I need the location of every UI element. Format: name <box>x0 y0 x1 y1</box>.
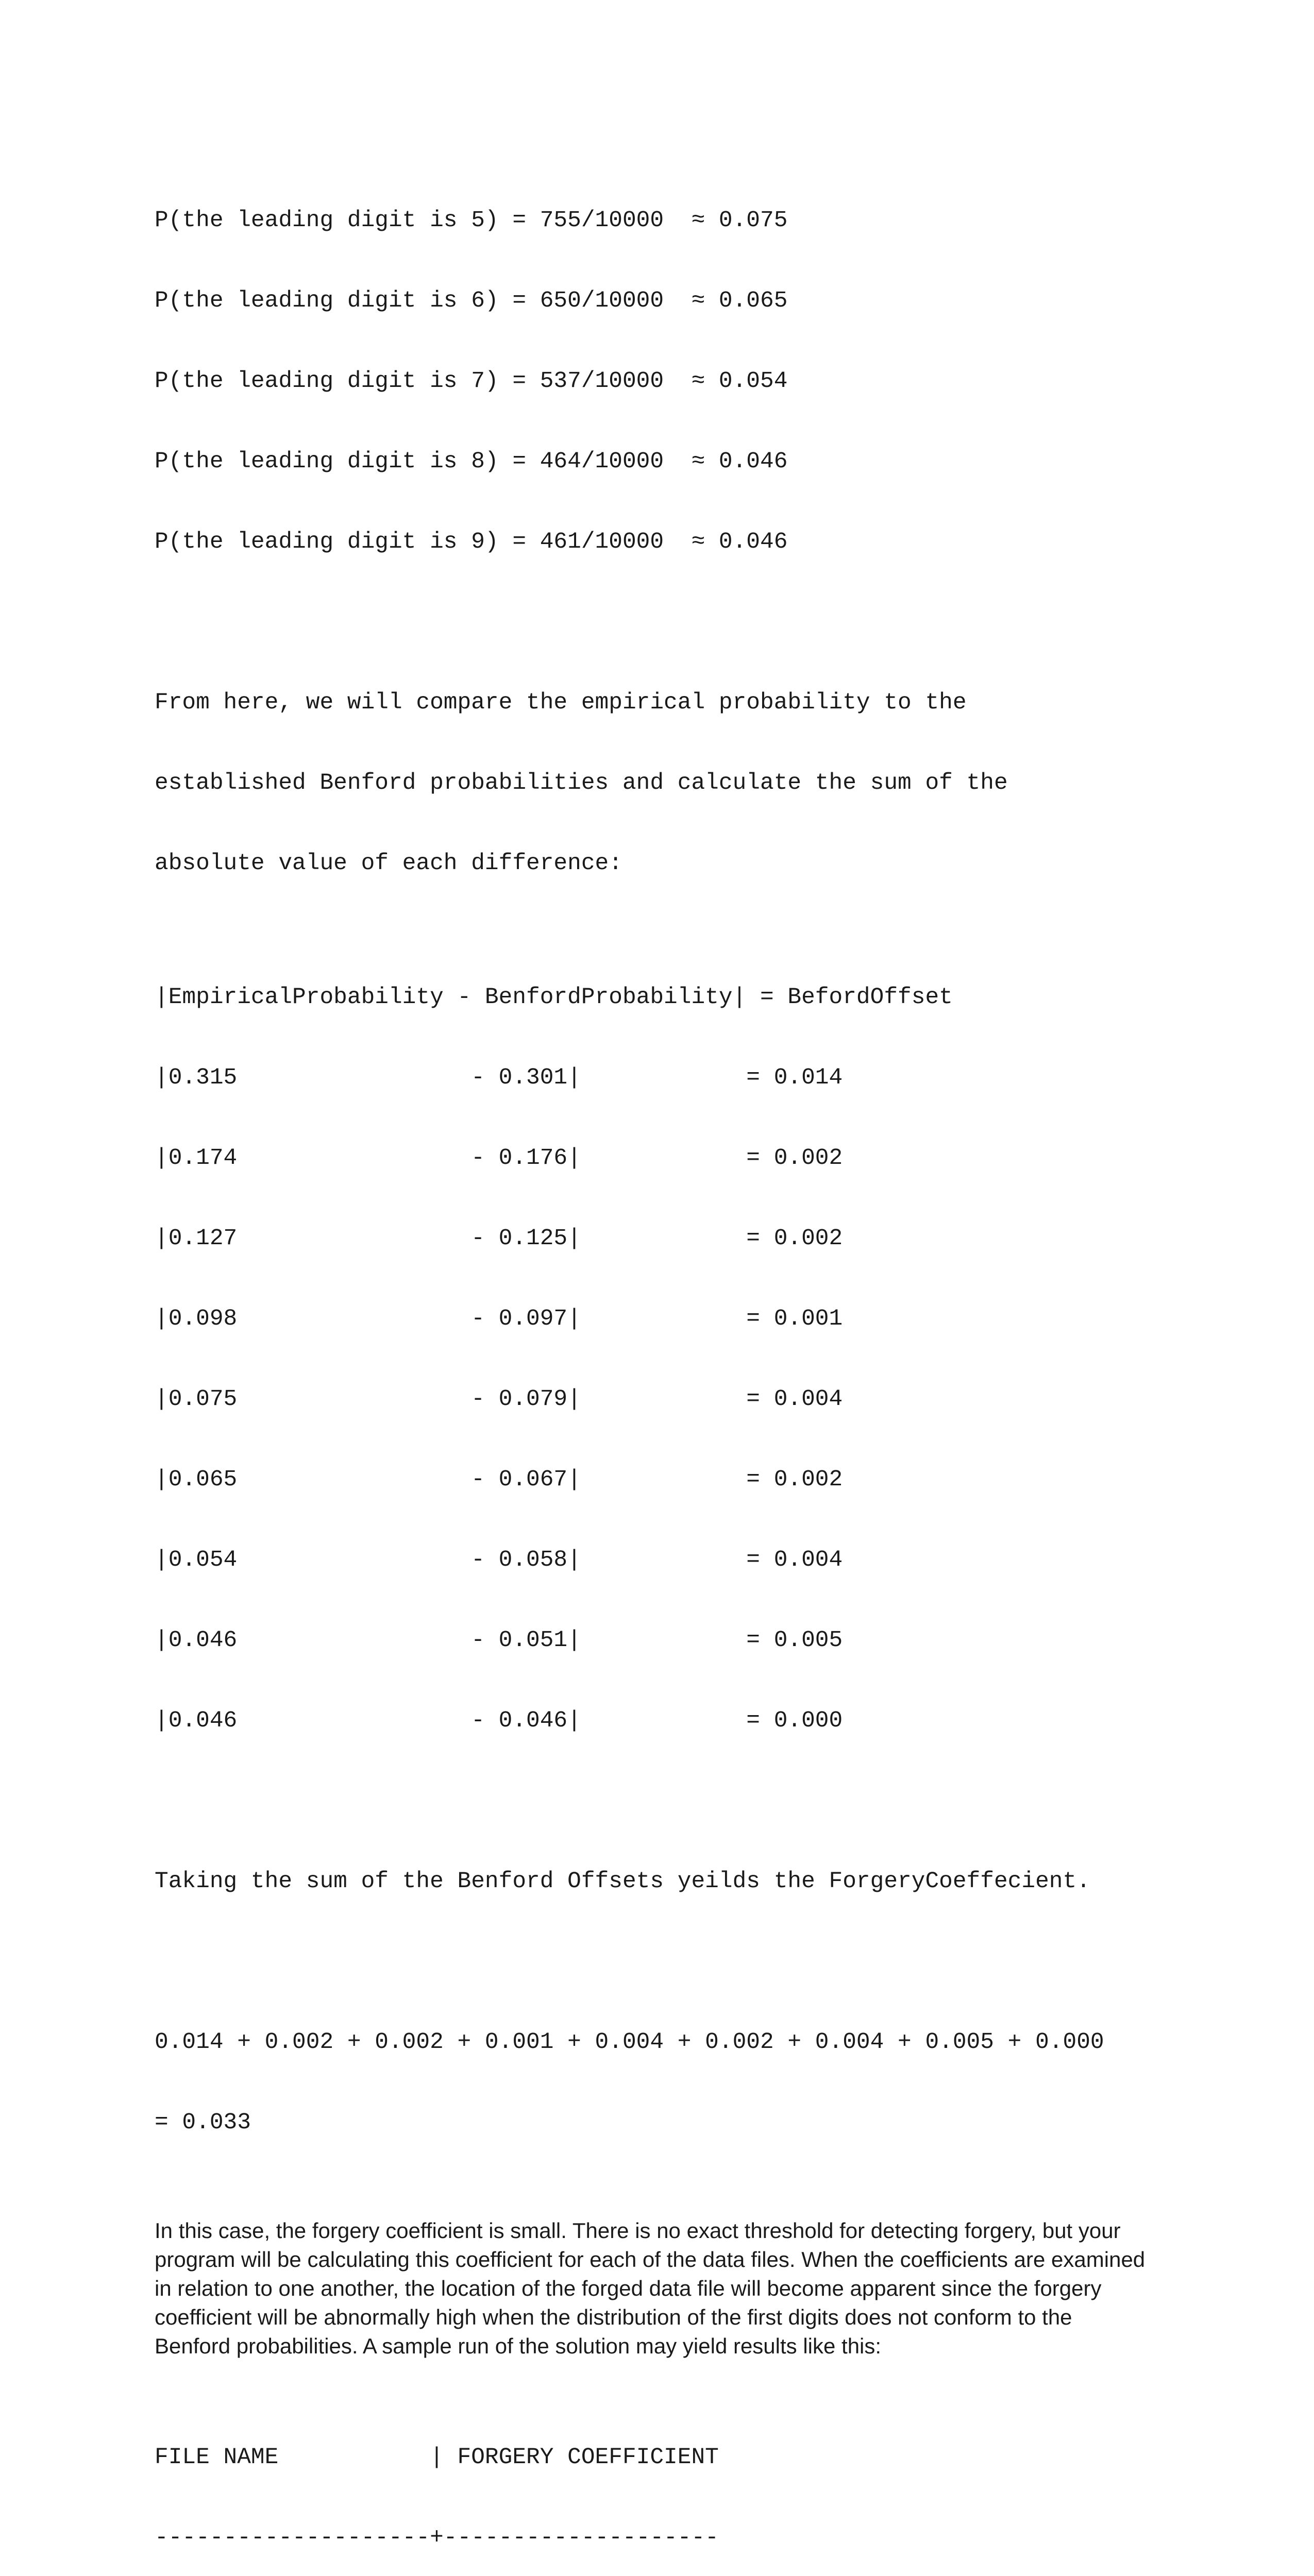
results-table-divider: --------------------+-------------------- <box>155 2525 719 2551</box>
probability-line: P(the leading digit is 7) = 537/10000 ≈ 0.054 <box>155 368 788 394</box>
offset-row: |0.054 - 0.058| = 0.004 <box>155 1547 843 1573</box>
offset-row: |0.174 - 0.176| = 0.002 <box>155 1145 843 1171</box>
offset-row: |0.315 - 0.301| = 0.014 <box>155 1065 843 1091</box>
sum-sentence <box>155 1815 1185 1948</box>
offset-row: |0.127 - 0.125| = 0.002 <box>155 1226 843 1251</box>
intro-line: absolute value of each difference: <box>155 851 622 876</box>
probability-line: P(the leading digit is 5) = 755/10000 ≈ 0.075 <box>155 208 788 233</box>
offset-row: |0.065 - 0.067| = 0.002 <box>155 1467 843 1493</box>
sum-equation <box>155 1975 1185 2190</box>
offset-table-header: |EmpiricalProbability - BenfordProbability| = BefordOffset <box>155 985 953 1010</box>
offset-row: |0.046 - 0.051| = 0.005 <box>155 1628 843 1653</box>
sum-equation-line: 0.014 + 0.002 + 0.002 + 0.001 + 0.004 + 0.002 + 0.004 + 0.005 + 0.000 <box>155 2029 1104 2055</box>
offset-row: |0.046 - 0.046| = 0.000 <box>155 1708 843 1734</box>
sum-sentence-text: Taking the sum of the Benford Offsets yeilds the ForgeryCoeffecient. <box>155 1869 1090 1894</box>
results-table-header: FILE NAME | FORGERY COEFFICIENT <box>155 2445 719 2470</box>
explanation-paragraph: In this case, the forgery coefficient is small. There is no exact threshold for detecting forgery, but your program will be calculating this coefficient for each of the data files. When the coefficients are examined in relation to one another, the location of the forged data file will become apparent since the forgery coefficient will be abnormally high when the distribution of the first digits does not conform to the Benford probabilities. A sample run of the solution may yield results like this: <box>155 2218 1145 2358</box>
intro-line: From here, we will compare the empirical probability to the <box>155 690 967 716</box>
probability-line: P(the leading digit is 9) = 461/10000 ≈ 0.046 <box>155 529 788 555</box>
probability-line: P(the leading digit is 6) = 650/10000 ≈ 0.065 <box>155 288 788 314</box>
document-page <box>155 154 1185 2576</box>
offset-row: |0.098 - 0.097| = 0.001 <box>155 1306 843 1332</box>
compare-intro <box>155 636 1185 930</box>
intro-line: established Benford probabilities and calculate the sum of the <box>155 770 1008 796</box>
probability-line: P(the leading digit is 8) = 464/10000 ≈ 0.046 <box>155 449 788 474</box>
offset-row: |0.075 - 0.079| = 0.004 <box>155 1386 843 1412</box>
results-table <box>155 2391 1185 2576</box>
offset-table <box>155 930 1185 1788</box>
probability-list <box>155 154 1185 609</box>
sum-equation-result: = 0.033 <box>155 2110 251 2136</box>
